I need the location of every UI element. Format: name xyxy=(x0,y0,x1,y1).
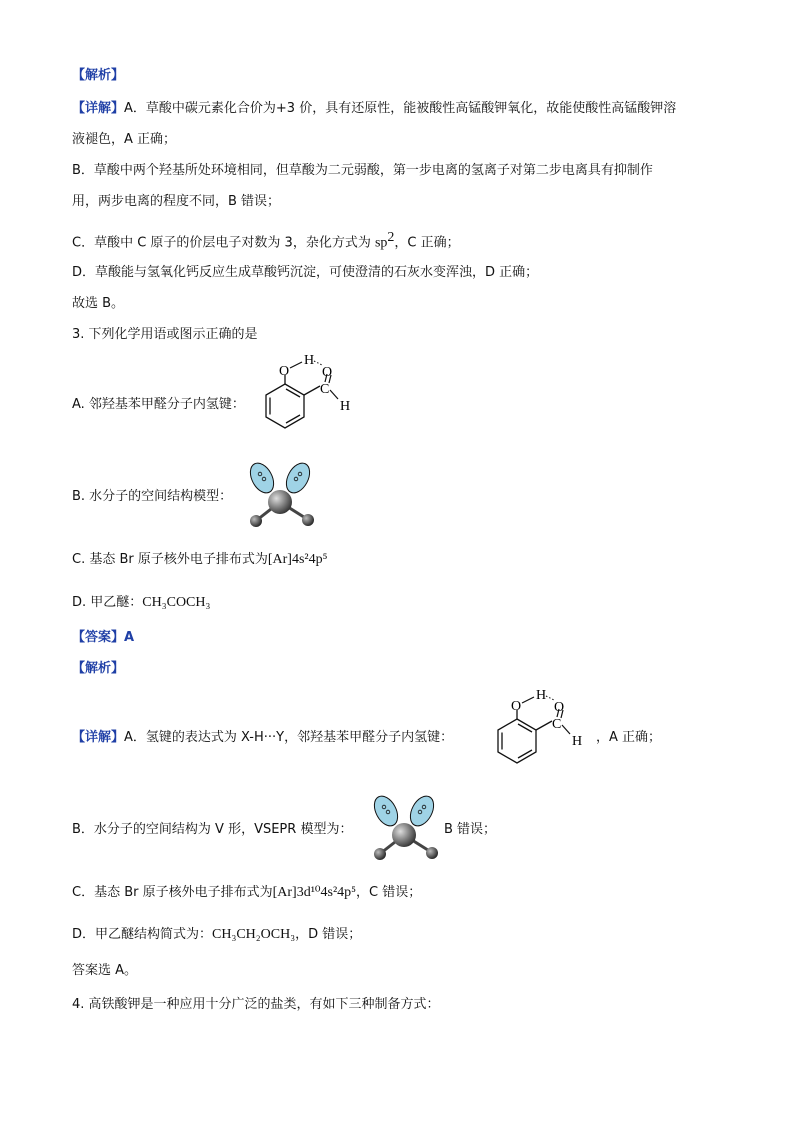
salicylaldehyde-structure-explanation xyxy=(488,688,598,778)
explanation-b-line1: B．草酸中两个羟基所处环境相同，但草酸为二元弱酸，第一步电离的氢离子对第二步电离具有抑制作 xyxy=(72,163,653,178)
q3-answer: 【答案】A xyxy=(72,630,135,645)
explanation-c-line: C．草酸中 C 原子的价层电子对数为 3，杂化方式为 $sp^2$，C 正确； xyxy=(72,230,460,251)
q3-option-c: C. 基态 Br 原子核外电子排布式为[Ar]4s²4p⁵ xyxy=(72,552,328,567)
explanation-a-line1: 【详解】A．草酸中碳元素化合价为+3 价，具有还原性，能被酸性高锰酸钾氧化，故能使酸性高锰酸钾溶 xyxy=(72,101,677,116)
q3-option-d: D. 甲乙醚：CH₃COCH₃ xyxy=(72,595,211,610)
q4-stem: 4. 高铁酸钾是一种应用十分广泛的盐类，有如下三种制备方式： xyxy=(72,997,440,1012)
q3-jiexi-tag: 【解析】 xyxy=(72,661,125,676)
atom-h-hydroxyl: H xyxy=(536,688,547,703)
atom-o-hydroxyl: O xyxy=(279,364,290,379)
atom-c-carbonyl: C xyxy=(320,382,330,397)
jiexi-tag: 【解析】 xyxy=(72,68,125,83)
q3-explanation-b: B．水分子的空间结构为 V 形，VSEPR 模型为： xyxy=(72,822,353,837)
q3-option-b: B. 水分子的空间结构模型： xyxy=(72,489,233,504)
q3-conclusion: 答案选 A。 xyxy=(72,963,138,978)
q3-explanation-b-post: B 错误； xyxy=(444,822,497,837)
xiangjie-tag: 【详解】 xyxy=(72,101,125,116)
explanation-a-line2: 液褪色，A 正确； xyxy=(72,132,177,147)
q3-explanation-d: D．甲乙醚结构简式为：CH₃CH₂OCH₃，D 错误； xyxy=(72,927,362,942)
q3-explanation-c: C．基态 Br 原子核外电子排布式为[Ar]3d¹⁰4s²4p⁵，C 错误； xyxy=(72,885,422,900)
q3-option-a: A. 邻羟基苯甲醛分子内氢键： xyxy=(72,397,245,412)
salicylaldehyde-structure xyxy=(256,353,366,443)
water-vsepr-model-explanation xyxy=(368,793,448,868)
atom-o-carbonyl: O xyxy=(322,365,333,380)
q3-stem: 3. 下列化学用语或图示正确的是 xyxy=(72,327,258,342)
conclusion-sec2: 故选 B。 xyxy=(72,296,125,311)
atom-h-hydroxyl: H xyxy=(304,353,315,368)
atom-h-aldehyde: H xyxy=(572,734,583,749)
atom-h-aldehyde: H xyxy=(340,399,351,414)
explanation-d-line: D．草酸能与氢氧化钙反应生成草酸钙沉淀，可使澄清的石灰水变浑浊，D 正确； xyxy=(72,265,539,280)
atom-c-carbonyl: C xyxy=(552,717,562,732)
atom-o-carbonyl: O xyxy=(554,700,565,715)
q3-explanation-a: 【详解】A．氢键的表达式为 X-H···Y，邻羟基苯甲醛分子内氢键： xyxy=(72,730,454,745)
atom-o-hydroxyl: O xyxy=(511,699,522,714)
q3-explanation-a-post: ，A 正确； xyxy=(596,730,662,745)
explanation-b-line2: 用，两步电离的程度不同，B 错误； xyxy=(72,194,281,209)
water-vsepr-model-b xyxy=(244,460,324,535)
